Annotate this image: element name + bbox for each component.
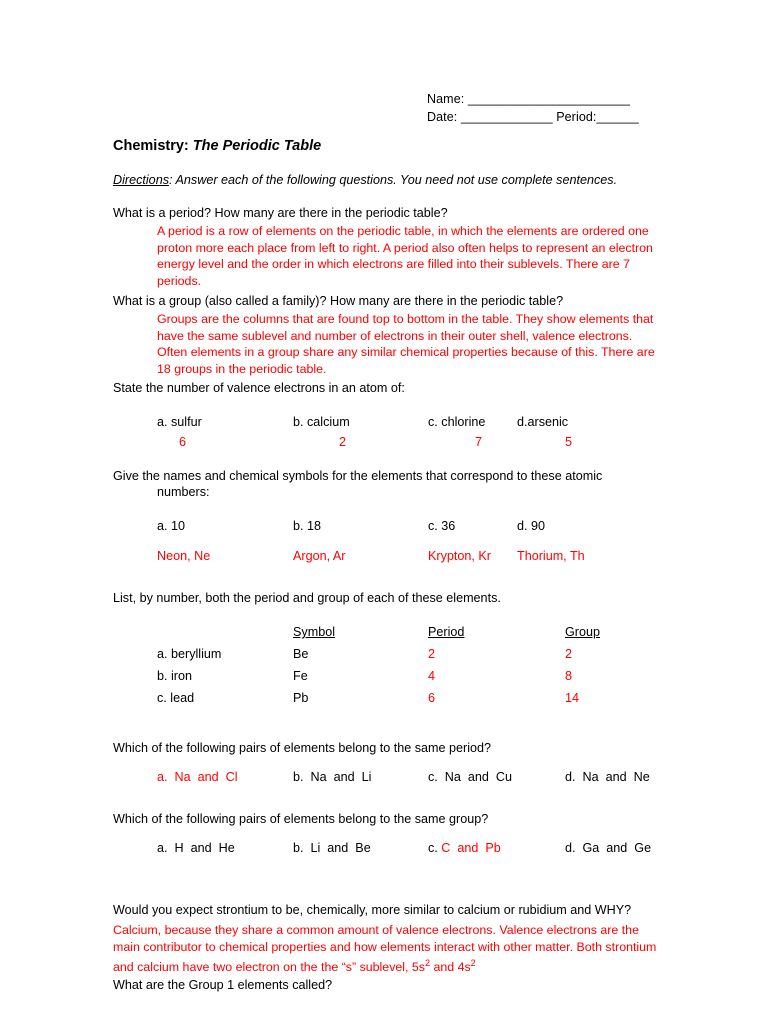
q5-header-period: Period: [428, 625, 465, 639]
q4-answer-d: Thorium, Th: [517, 549, 585, 563]
page-title-prefix: Chemistry:: [113, 138, 193, 154]
q3-option-b-label: b. calcium: [293, 415, 350, 429]
q4-option-b-label: b. 18: [293, 519, 322, 533]
q5-row2-group: 8: [565, 669, 573, 683]
question-4-options-row: [113, 518, 659, 534]
question-5-text: List, by number, both the period and group of each of these elements.: [113, 591, 501, 605]
question-9-text: What are the Group 1 elements called?: [113, 977, 333, 992]
directions-label: Directions: [113, 173, 169, 187]
question-6-choices: [113, 769, 659, 785]
q5-row3-group: 14: [565, 691, 580, 705]
date-period-field-line: Date: _____________ Period:______: [427, 110, 639, 124]
q3-answer-a: 6: [179, 435, 187, 449]
question-7-choices: [113, 840, 659, 856]
page-title: [113, 138, 659, 154]
q4-option-c-label: c. 36: [428, 519, 456, 533]
q7-choice-c[interactable]: [428, 840, 501, 856]
q7-choice-a[interactable]: a. H and He: [157, 841, 235, 855]
question-4-text-line2: numbers:: [157, 485, 210, 499]
directions-text: : Answer each of the following questions. You need not use complete sentences.: [169, 173, 618, 187]
q5-header-group: Group: [565, 625, 601, 639]
q7-choice-c-prefix: c.: [428, 841, 442, 855]
q4-answer-b: Argon, Ar: [293, 549, 346, 563]
q6-choice-d[interactable]: d. Na and Ne: [565, 770, 650, 784]
q5-row1-name: a. beryllium: [157, 647, 222, 661]
q3-option-c-label: c. chlorine: [428, 415, 486, 429]
q3-option-d-label: d.arsenic: [517, 415, 569, 429]
q5-row2-name: b. iron: [157, 669, 193, 683]
q3-answer-d: 5: [565, 435, 573, 449]
q5-header-symbol: Symbol: [293, 625, 335, 639]
q8-answer-sup2: 2: [470, 958, 476, 968]
question-8-text: Would you expect strontium to be, chemically, more similar to calcium or rubidium and WHY?: [113, 903, 632, 917]
question-5-column-headers: [113, 624, 659, 640]
q5-row2-period: 4: [428, 669, 436, 683]
question-3-answers-row: [113, 434, 659, 450]
q5-row3-period: 6: [428, 691, 436, 705]
q5-row3-symbol: Pb: [293, 691, 309, 705]
question-7-text: Which of the following pairs of elements belong to the same group?: [113, 812, 489, 826]
page-title-italic: The Periodic Table: [192, 138, 322, 154]
q3-option-a-label: a. sulfur: [157, 415, 202, 429]
q7-choice-b[interactable]: b. Li and Be: [293, 841, 371, 855]
question-2-answer: Groups are the columns that are found top to bottom in the table. They show elements that have the same sublevel and number of electrons in their outer shell, valence electrons. Often elements in a group share any similar chemical properties because of this. There are 18 groups in the periodic table.: [157, 312, 655, 376]
q3-answer-c: 7: [475, 435, 483, 449]
question-3-text: State the number of valence electrons in an atom of:: [113, 381, 405, 395]
question-1-answer: A period is a row of elements on the periodic table, in which the elements are ordered one proton more each place from left to right. A period also often helps to represent an electron energy level and the order in which electrons are filled into their sublevels. There are 7 periods.: [157, 224, 653, 288]
student-info-header: [427, 90, 659, 126]
q7-choice-d[interactable]: d. Ga and Ge: [565, 841, 652, 855]
question-3-options-row: [113, 414, 659, 430]
question-2-text: What is a group (also called a family)? How many are there in the periodic table?: [113, 294, 564, 308]
q6-choice-a[interactable]: a. Na and Cl: [157, 770, 238, 784]
q4-answer-c: Krypton, Kr: [428, 549, 491, 563]
q5-row1-symbol: Be: [293, 647, 309, 661]
question-1-text: What is a period? How many are there in the periodic table?: [113, 206, 448, 220]
q5-row1-period: 2: [428, 647, 436, 661]
q5-row2-symbol: Fe: [293, 669, 308, 683]
question-6-text: Which of the following pairs of elements belong to the same period?: [113, 741, 492, 755]
q3-answer-b: 2: [339, 435, 347, 449]
table-row: [113, 668, 659, 684]
q6-choice-c[interactable]: c. Na and Cu: [428, 770, 512, 784]
q8-answer-sup1: 2: [425, 958, 431, 968]
q4-option-d-label: d. 90: [517, 519, 546, 533]
name-field-line: Name: _______________________: [427, 92, 631, 106]
q7-choice-c-answer: C and Pb: [441, 841, 501, 855]
q4-answer-a: Neon, Ne: [157, 549, 211, 563]
question-4-answers-row: [113, 548, 659, 564]
table-row: [113, 646, 659, 662]
q4-option-a-label: a. 10: [157, 519, 186, 533]
document-content: [113, 90, 659, 993]
table-row: [113, 690, 659, 706]
directions: [113, 173, 659, 187]
q8-answer-part1: Calcium, because they share a common amount of valence electrons. Valence electrons are the main contributor to chemical properties and how elements interact with other matter. Both strontium and calcium have two electron on the the “s” sublevel, 5s: [113, 923, 657, 975]
q5-row1-group: 2: [565, 647, 573, 661]
q6-choice-b[interactable]: b. Na and Li: [293, 770, 372, 784]
q8-answer-part2: and 4s: [430, 960, 471, 975]
q5-row3-name: c. lead: [157, 691, 195, 705]
question-4-text-line1: Give the names and chemical symbols for the elements that correspond to these atomic: [113, 469, 603, 483]
question-8-answer: [113, 922, 659, 976]
